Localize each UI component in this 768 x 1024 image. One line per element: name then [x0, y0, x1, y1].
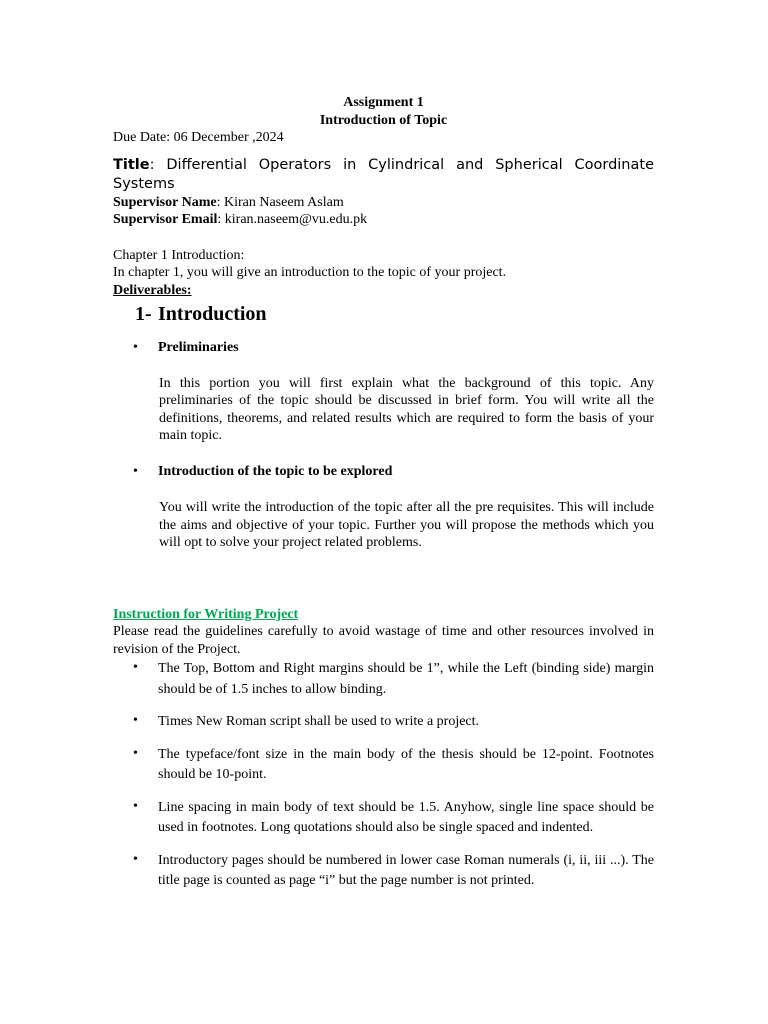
instructions-intro: Please read the guidelines carefully to avoid wastage of time and other resources involved in revision of the Project. — [113, 624, 654, 657]
bullet-icon: • — [133, 463, 138, 479]
section-number: 1- — [135, 303, 152, 325]
assignment-subtitle: Introduction of Topic — [319, 112, 448, 128]
supervisor-email-label: Supervisor Email — [113, 212, 218, 227]
title-label: Title — [113, 156, 150, 173]
section-title: Introduction — [158, 303, 267, 325]
section-heading — [135, 301, 654, 327]
list-item — [113, 339, 654, 357]
title-text: : Differential Operators in Cylindrical and Spherical Coordinate Systems — [113, 156, 654, 192]
instructions-heading: Instruction for Writing Project — [113, 606, 299, 622]
rules-list — [113, 659, 654, 892]
list-item — [113, 851, 654, 892]
list-item — [113, 798, 654, 839]
supervisor-name-label: Supervisor Name — [113, 194, 217, 210]
list-item — [113, 463, 654, 481]
project-title — [113, 156, 654, 194]
bullet-icon: • — [133, 713, 138, 728]
item-body: You will write the introduction of the topic after all the pre requisites. This will include the aims and objective of your topic. Further you will propose the methods which you will opt to solve your project related problems. — [159, 500, 654, 550]
supervisor-email-line — [113, 211, 654, 229]
bullet-icon: • — [133, 851, 138, 867]
rule-text: The Top, Bottom and Right margins should be 1”, while the Left (binding side) margin should be of 1.5 inches to allow binding. — [158, 661, 654, 697]
bullet-icon: • — [133, 660, 138, 675]
rule-text: Times New Roman script shall be used to write a project. — [158, 714, 480, 729]
due-date: Due Date: 06 December ,2024 — [113, 130, 284, 145]
item-heading: Preliminaries — [158, 340, 239, 355]
item-heading: Introduction of the topic to be explored — [158, 463, 393, 479]
rule-text: Introductory pages should be numbered in lower case Roman numerals (i, ii, iii ...). The title page is counted as page “i” but the page number is not printed. — [158, 852, 654, 888]
chapter-description: In chapter 1, you will give an introduction to the topic of your project. — [113, 265, 507, 280]
list-item — [113, 659, 654, 700]
bullet-icon: • — [133, 798, 138, 814]
bullet-icon: • — [133, 745, 138, 761]
deliverables-label: Deliverables: — [113, 282, 192, 298]
assignment-heading: Assignment 1 — [343, 95, 424, 110]
list-item — [113, 745, 654, 786]
chapter-heading: Chapter 1 Introduction: — [113, 247, 245, 263]
item-body: In this portion you will first explain what the background of this topic. Any preliminaries of the topic should be discussed in brief form. You will write all the definitions, theorems, and related results which are required to form the basis of your main topic. — [159, 375, 654, 443]
rule-text: The typeface/font size in the main body of the thesis should be 12-point. Footnotes should be 10-point. — [158, 746, 654, 782]
list-item — [113, 712, 654, 733]
bullet-icon: • — [133, 340, 138, 355]
rule-text: Line spacing in main body of text should be 1.5. Anyhow, single line space should be used in footnotes. Long quotations should also be single spaced and indented. — [158, 799, 654, 835]
document-page — [113, 94, 654, 892]
supervisor-name-line — [113, 194, 654, 212]
supervisor-name: : Kiran Naseem Aslam — [216, 194, 344, 210]
supervisor-email: : kiran.naseem@vu.edu.pk — [217, 212, 368, 227]
